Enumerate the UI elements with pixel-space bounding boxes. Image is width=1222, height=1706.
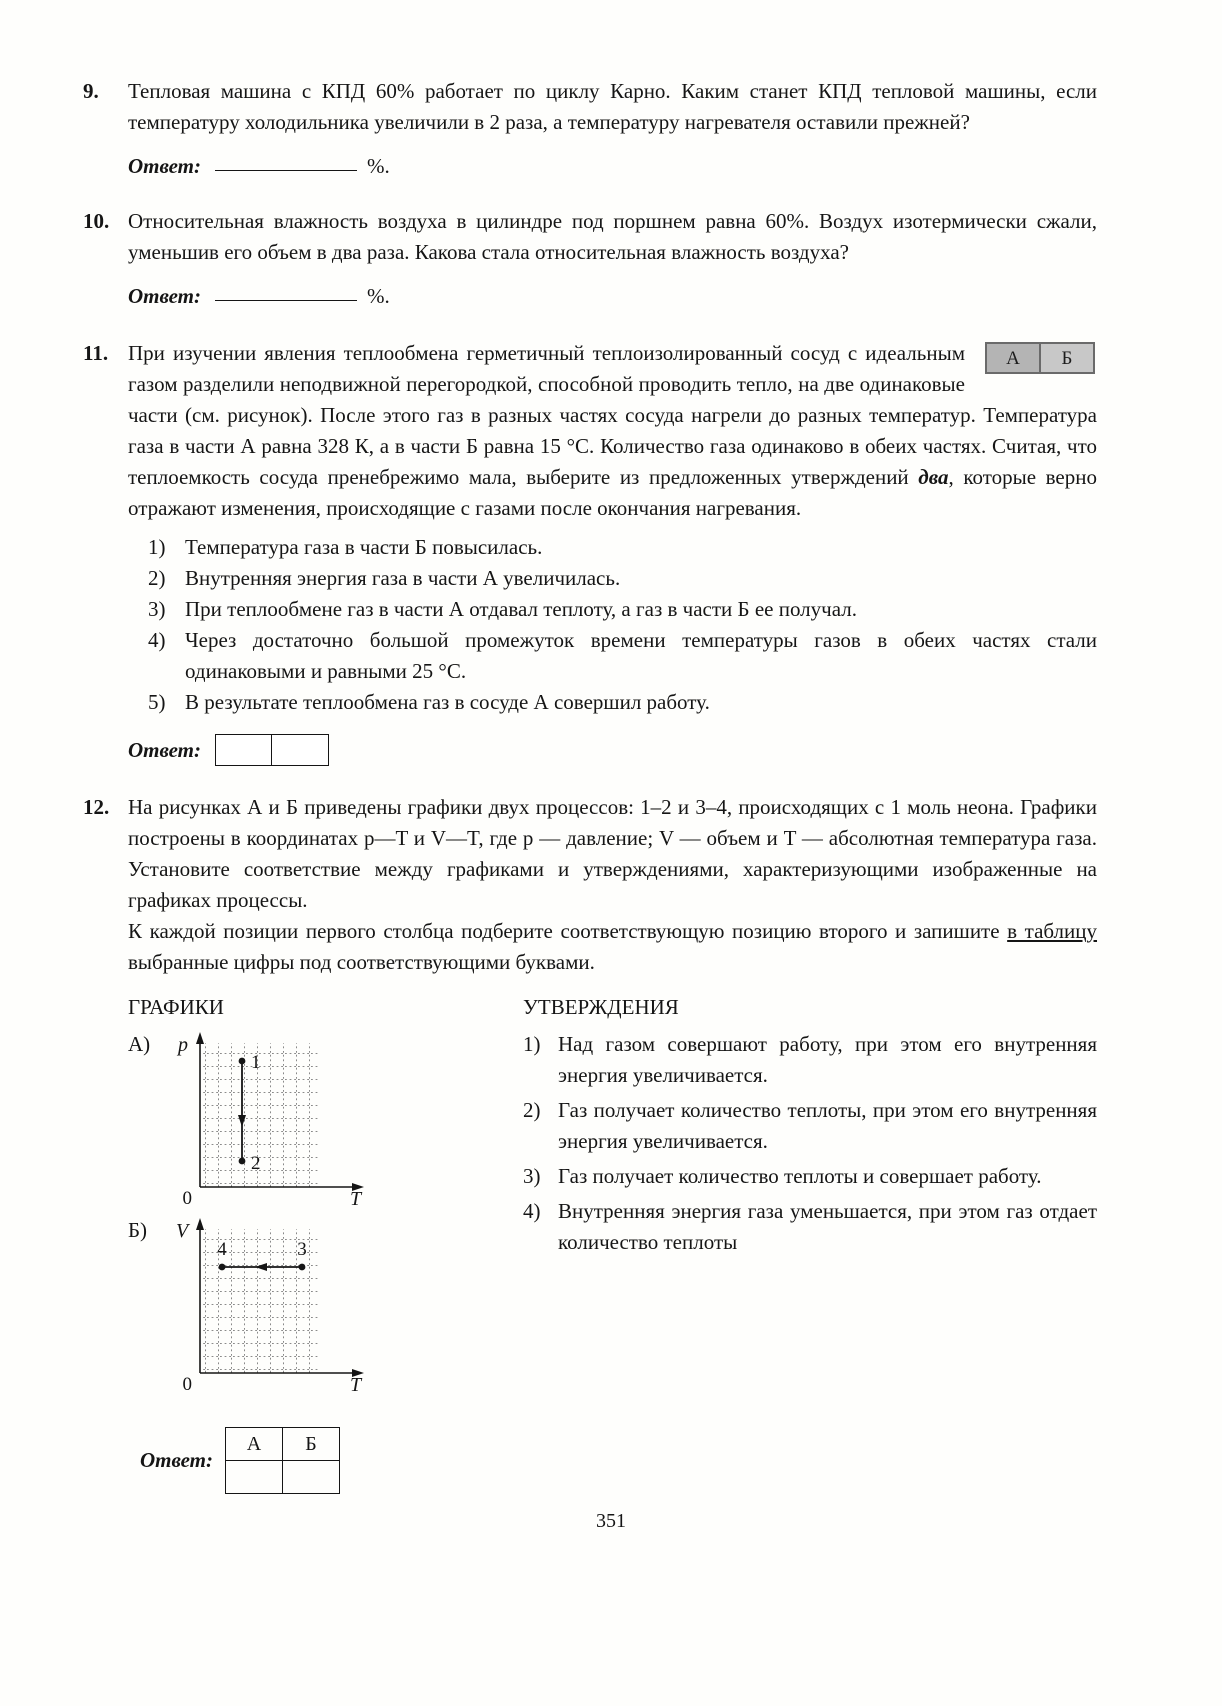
x-axis-label: T: [350, 1374, 362, 1393]
option-text: Температура газа в части Б повысилась.: [185, 535, 543, 559]
problem-11-answer-row: [128, 734, 1097, 766]
option-text: В результате теплообмена газ в сосуде А совершил работу.: [185, 690, 710, 714]
problem-9-answer-row: [128, 151, 1097, 182]
graph-b-plot: [166, 1213, 378, 1393]
option-number: 2): [148, 566, 166, 590]
origin-label: 0: [182, 1188, 192, 1207]
point-2-label: 2: [251, 1153, 261, 1174]
problem-11-text-emphasis: два: [918, 465, 949, 489]
statement-text: Газ получает количество теплоты, при этом его внутренняя энергия увеличивается.: [558, 1098, 1097, 1153]
graph-b-label: Б): [128, 1218, 148, 1242]
statement-text: Газ получает количество теплоты и совершает работу.: [558, 1164, 1042, 1188]
statement-item: [523, 1095, 1097, 1157]
statement-item: [523, 1196, 1097, 1258]
option-item: [148, 563, 1097, 594]
page-number: 351: [596, 1510, 626, 1532]
instruction-underlined: в таблицу: [1007, 919, 1098, 943]
option-number: 5): [148, 690, 166, 714]
option-item: [148, 532, 1097, 563]
statement-text: Над газом совершают работу, при этом его внутренняя энергия увеличивается.: [558, 1032, 1097, 1087]
problem-11: [83, 338, 1097, 766]
answer-label: Ответ:: [128, 154, 201, 178]
statement-text: Внутренняя энергия газа уменьшается, при этом газ отдает количество теплоты: [558, 1199, 1097, 1254]
problem-number: 12.: [83, 795, 110, 819]
answer-unit: %.: [367, 284, 390, 308]
problem-11-body: [128, 338, 1097, 766]
answer-blank: [215, 167, 357, 171]
statement-number: 3): [523, 1164, 541, 1188]
problem-12: [83, 792, 1097, 1494]
graph-b: [128, 1213, 523, 1393]
statement-item: [523, 1161, 1097, 1192]
problem-12-instruction: [128, 916, 1097, 978]
point-3-label: 3: [297, 1239, 307, 1260]
problem-9-text: Тепловая машина с КПД 60% работает по циклу Карно. Каким станет КПД тепловой машины, если температуру холодильника увеличили в 2 раза, а температуру нагревателя оставили прежней?: [128, 79, 1097, 134]
problem-11-text: [128, 338, 1097, 524]
vessel-cell-a: А: [987, 344, 1041, 372]
y-axis-label: p: [178, 1034, 188, 1056]
option-item: [148, 594, 1097, 625]
vessel-figure: [985, 342, 1095, 374]
instruction-before: К каждой позиции первого столбца подберите соответствующую позицию второго и запишите: [128, 919, 1008, 943]
option-number: 3): [148, 597, 166, 621]
statement-number: 1): [523, 1032, 541, 1056]
answer-label: Ответ:: [128, 737, 201, 762]
point-3: [299, 1264, 306, 1271]
problem-10-body: [128, 206, 1097, 312]
statements-column: [523, 993, 1097, 1393]
answer-label: Ответ:: [140, 1448, 213, 1472]
point-4: [219, 1264, 226, 1271]
problem-10-text: Относительная влажность воздуха в цилиндре под поршнем равна 60%. Воздух изотермически сжали, уменьшив его объем в два раза. Какова стала относительная влажность воздуха?: [128, 209, 1097, 264]
point-2: [239, 1158, 246, 1165]
option-number: 1): [148, 535, 166, 559]
graph-a-label: А): [128, 1032, 151, 1056]
graph-a: [128, 1027, 523, 1207]
statement-item: [523, 1029, 1097, 1091]
statements-header: УТВЕРЖДЕНИЯ: [523, 995, 679, 1019]
statement-number: 4): [523, 1199, 541, 1223]
problem-12-body: [128, 792, 1097, 1494]
problem-11-text-before: При изучении явления теплообмена герметичный теплоизолированный сосуд с идеальным газом разделили неподвижной перегородкой, способной проводить тепло, на две одинаковые части (см. рисунок). После этого газ в разных частях сосуда нагрели до разных температур. Температура газа в части А равна 328 К, а в части Б равна 15 °С. Количество газа одинаково в обеих частях. Считая, что теплоемкость сосуда пренебрежимо мала, выберите из предложенных утверждений: [128, 341, 1097, 489]
option-text: Через достаточно большой промежуток времени температуры газов в обеих частях стали одинаковыми и равными 25 °С.: [185, 628, 1097, 683]
answer-unit: %.: [367, 154, 390, 178]
answer-table-header-b: Б: [283, 1428, 340, 1461]
problem-number: 10.: [83, 209, 110, 233]
option-text: При теплообмене газ в части А отдавал теплоту, а газ в части Б ее получал.: [185, 597, 857, 621]
point-4-label: 4: [217, 1239, 227, 1260]
statements-list: [523, 1029, 1097, 1258]
problem-10: [83, 206, 1097, 312]
answer-box-2: [272, 734, 329, 766]
problem-number: 9.: [83, 79, 99, 103]
point-1-label: 1: [251, 1052, 261, 1073]
answer-label: Ответ:: [128, 284, 201, 308]
answer-table-cell-a: [226, 1461, 283, 1494]
answer-table-cell-b: [283, 1461, 340, 1494]
problem-12-answer-row: [140, 1427, 1097, 1494]
y-axis-arrow-icon: [196, 1218, 204, 1230]
answer-table: [225, 1427, 340, 1494]
answer-boxes: [215, 734, 329, 766]
x-axis-label: T: [350, 1188, 362, 1207]
vessel-cell-b: Б: [1041, 344, 1093, 372]
option-item: [148, 687, 1097, 718]
matching-section: [128, 993, 1097, 1393]
statement-number: 2): [523, 1098, 541, 1122]
problem-11-text-after: , которые верно отражают изменения, происходящие с газами после окончания нагревания.: [128, 465, 1097, 520]
origin-label: 0: [182, 1374, 192, 1393]
option-text: Внутренняя энергия газа в части А увеличилась.: [185, 566, 621, 590]
instruction-after: выбранные цифры под соответствующими буквами.: [128, 950, 595, 974]
problem-9-body: [128, 76, 1097, 182]
answer-box-1: [215, 734, 272, 766]
problem-number: 11.: [83, 341, 109, 365]
graphs-header: ГРАФИКИ: [128, 995, 224, 1019]
problem-12-text: На рисунках А и Б приведены графики двух процессов: 1–2 и 3–4, происходящих с 1 моль неона. Графики построены в координатах p—T и V—T, где p — давление; V — объем и T — абсолютная температура газа. Установите соответствие между графиками и утверждениями, характеризующими изображенные на графиках процессы.: [128, 795, 1097, 912]
problem-10-answer-row: [128, 281, 1097, 312]
answer-table-header-a: А: [226, 1428, 283, 1461]
y-axis-arrow-icon: [196, 1032, 204, 1044]
problem-9: [83, 76, 1097, 182]
answer-blank: [215, 297, 357, 301]
problem-11-options: [148, 532, 1097, 718]
option-number: 4): [148, 628, 166, 652]
point-1: [239, 1058, 246, 1065]
graph-a-plot: [166, 1027, 378, 1207]
option-item: [148, 625, 1097, 687]
graphs-column: [128, 993, 523, 1393]
y-axis-label: V: [176, 1220, 189, 1242]
